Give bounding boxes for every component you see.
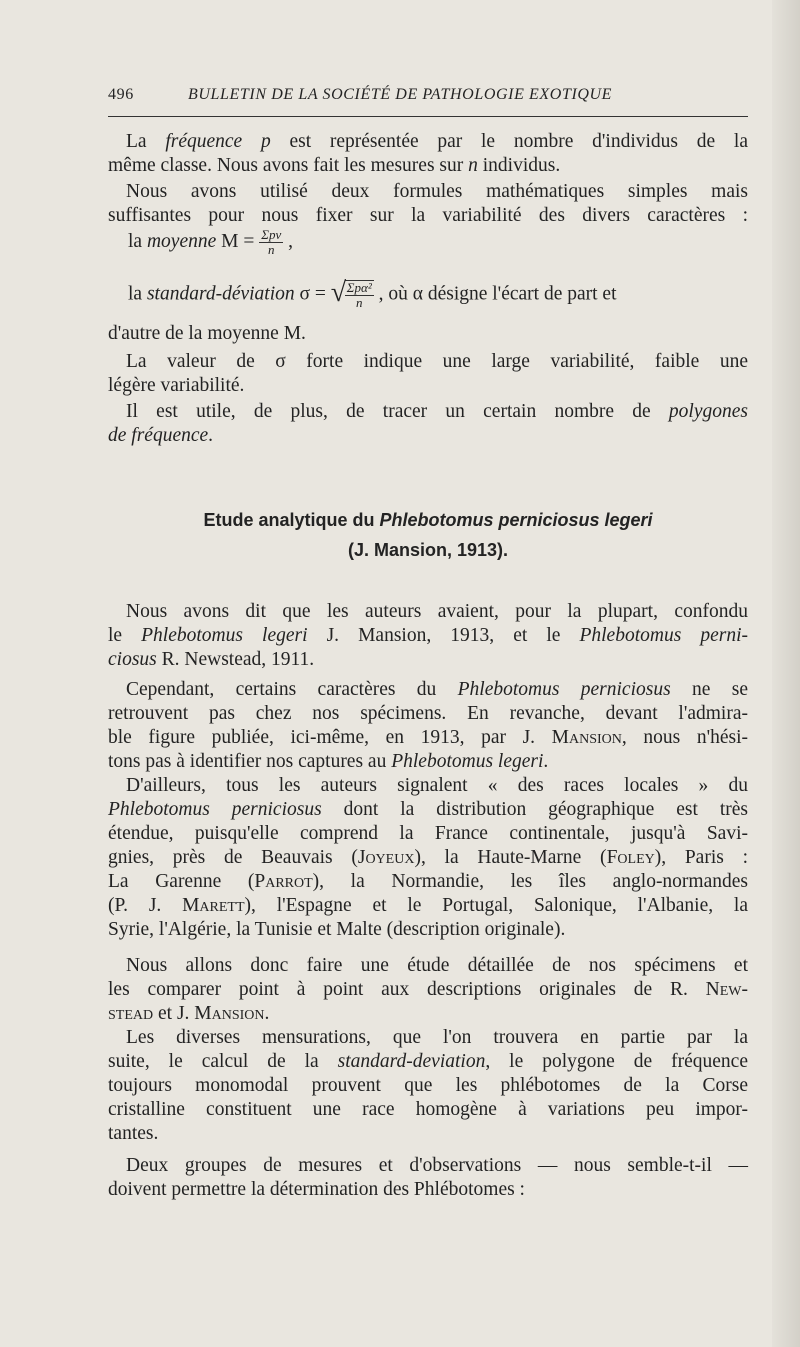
paragraph-measurements: Les diverses mensurations, que l'on trouvera en partie par la suite, le calcul de la standard-deviation, le polygone de fréquence toujours monomodal prouvent que les phlébotomes de la Corse cristalline constituent une race homogène à variations peu impor- tantes. [108, 1027, 748, 1144]
paragraph-characters: Cependant, certains caractères du Phlebotomus perniciosus ne se retrouvent pas chez nos spécimens. En revanche, devant l'admira- ble figure publiée, ici-même, en 1913, par J. Mansion, nous n'hési- tons pas à identifier nos captures au Phlebotomus legeri. [108, 679, 748, 772]
paragraph-detailed-study: Nous allons donc faire une étude détaillée de nos spécimens et les comparer point à point aux descriptions originales de R. New- stead et J. Mansion. [108, 955, 748, 1024]
paragraph-distribution: D'ailleurs, tous les auteurs signalent « des races locales » du Phlebotomus perniciosus dont la distribution géographique est très étendue, puisqu'elle comprend la France continentale, jusqu'à Savi- gnies, près de Beauvais (Joyeux), la Haute-Marne (Foley), Paris : La Garenne (Parrot), la Normandie, les îles anglo-normandes (P. J. Marett), l'Espagne et le Portugal, Salonique, l'Albanie, la Syrie, l'Algérie, la Tunisie et Malte (description originale). [108, 775, 748, 940]
paragraph-confusion: Nous avons dit que les auteurs avaient, pour la plupart, confondu le Phlebotomus legeri J. Mansion, 1913, et le Phlebotomus perni- ciosus R. Newstead, 1911. [108, 601, 749, 670]
paragraph-polygons: Il est utile, de plus, de tracer un certain nombre de polygones de fréquence. [108, 401, 748, 446]
formula-mean: la moyenne M = $\frac{\text{Σpv}}{n}$ , [128, 227, 293, 257]
section-title: Etude analytique du Phlebotomus perniciosus legeri [203, 510, 653, 530]
page-number: 496 [108, 86, 134, 103]
paragraph-mean-end: d'autre de la moyenne M. [108, 323, 306, 344]
running-title: BULLETIN DE LA SOCIÉTÉ DE PATHOLOGIE EXOTIQUE [188, 86, 613, 103]
paragraph-two-groups: Deux groupes de mesures et d'observations — nous semble-t-il — doivent permettre la détermination des Phlébotomes : [108, 1155, 748, 1200]
paragraph-formulas-intro: Nous avons utilisé deux formules mathématiques simples mais suffisantes pour nous fixer sur la variabilité des divers caractères : [108, 181, 748, 226]
section-subtitle: (J. Mansion, 1913). [347, 540, 509, 560]
running-header [108, 86, 748, 110]
header-rule [108, 116, 748, 117]
page-edge [772, 0, 800, 1347]
paragraph-frequency: La fréquence p est représentée par le nombre d'individus de la même classe. Nous avons fait les mesures sur n individus. [108, 131, 748, 176]
paragraph-variability: La valeur de σ forte indique une large variabilité, faible une légère variabilité. [108, 351, 748, 396]
formula-standard-deviation: la standard-déviation σ = √ $\frac{\text{Σpα²}}{n}$ , où α désigne l'écart de part et [128, 277, 617, 310]
